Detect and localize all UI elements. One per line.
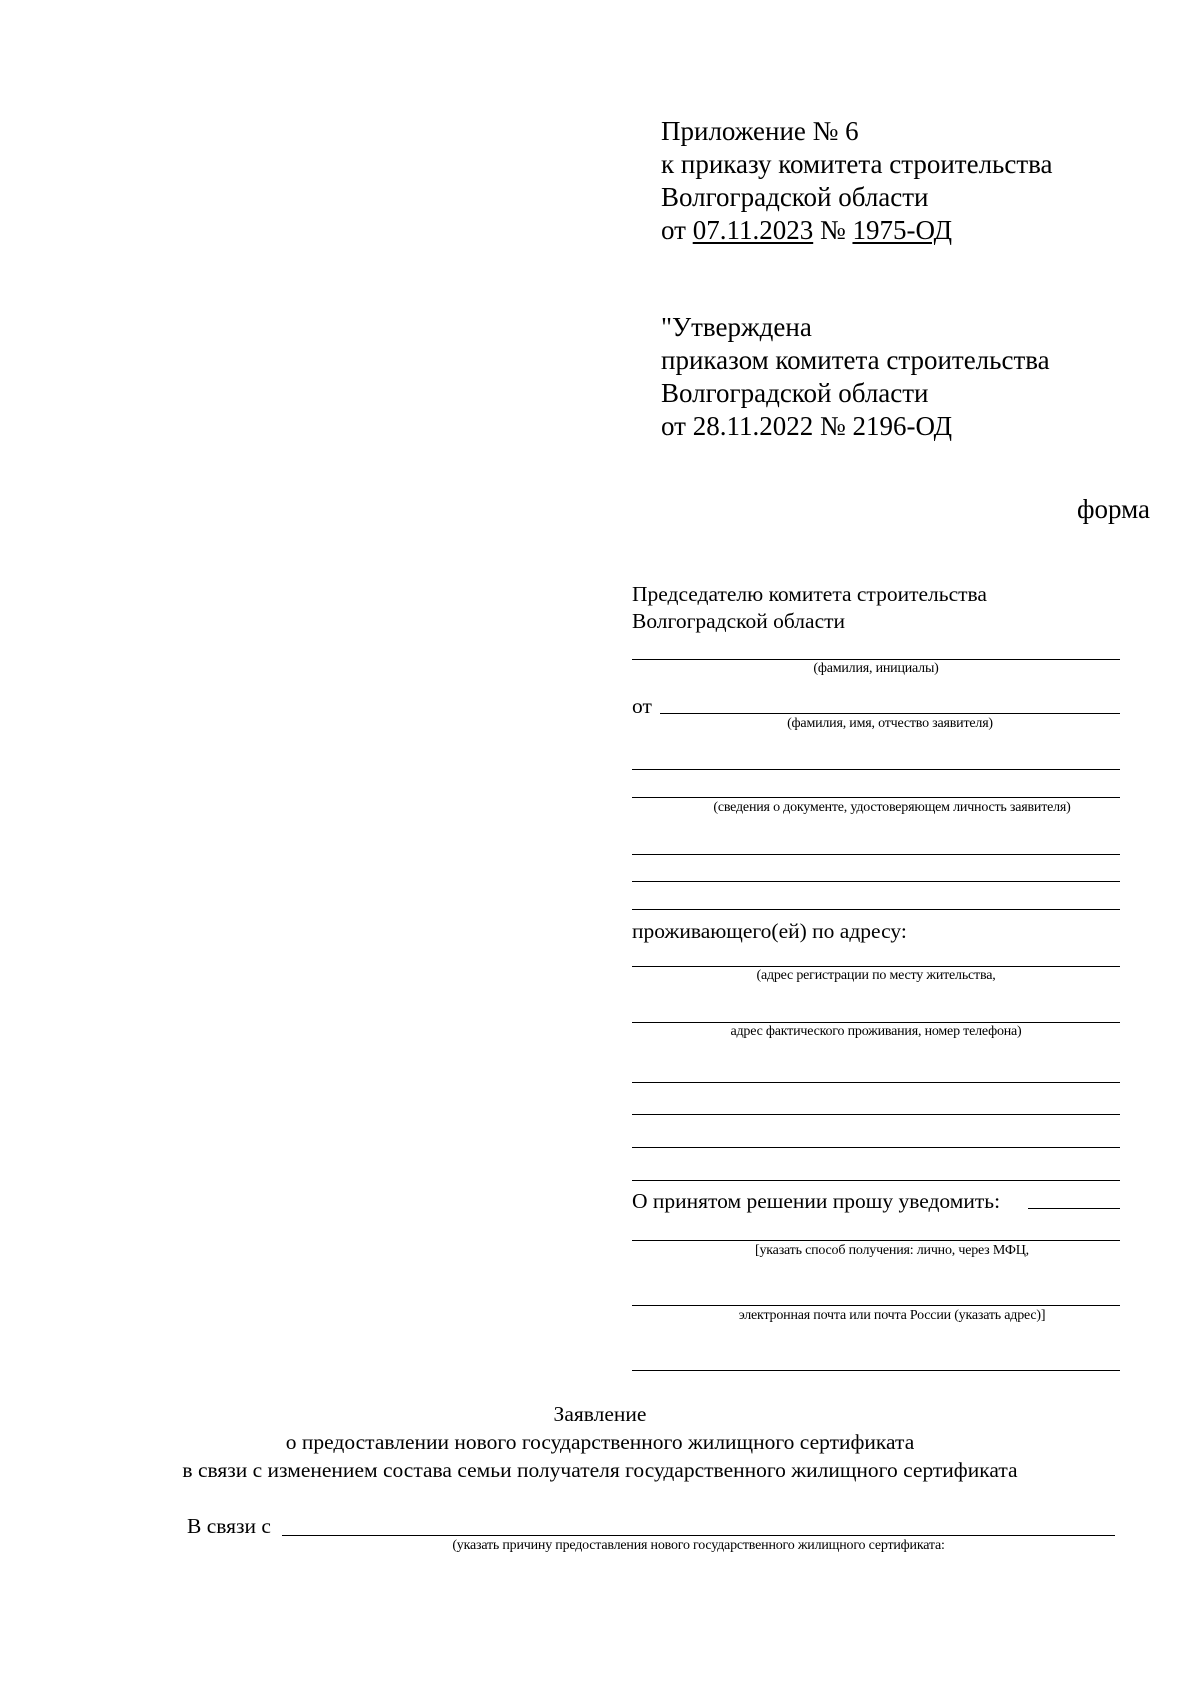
caption-notify-1: [указать способ получения: лично, через МФЦ, — [755, 1243, 1029, 1258]
from-label: от — [632, 694, 652, 718]
appendix-number-sign: № — [813, 215, 853, 245]
document-line-3[interactable] — [632, 854, 1120, 855]
appendix-order-number: 1975-ОД — [852, 215, 953, 245]
reason-label: В связи с — [187, 1514, 271, 1538]
addressee-line-1: Председателю комитета строительства — [632, 582, 987, 606]
document-line-4[interactable] — [632, 881, 1120, 882]
address-line-1[interactable] — [632, 966, 1120, 967]
document-line-5[interactable] — [632, 909, 1120, 910]
caption-chairman-name: (фамилия, инициалы) — [813, 661, 939, 676]
addressee-line-2: Волгоградской области — [632, 609, 846, 633]
residence-label: проживающего(ей) по адресу: — [632, 919, 907, 943]
address-line-5[interactable] — [632, 1147, 1120, 1148]
notify-line-3[interactable] — [632, 1370, 1120, 1371]
notify-inline-line[interactable] — [1028, 1208, 1120, 1209]
address-line-3[interactable] — [632, 1082, 1120, 1083]
notify-label: О принятом решении прошу уведомить: — [632, 1189, 1001, 1213]
notify-line-1[interactable] — [632, 1240, 1120, 1241]
address-line-4[interactable] — [632, 1114, 1120, 1115]
notify-line-2[interactable] — [632, 1305, 1120, 1306]
caption-applicant-name: (фамилия, имя, отчество заявителя) — [787, 716, 993, 731]
appendix-order-date: 07.11.2023 — [692, 215, 814, 245]
approved-line-4: от 28.11.2022 № 2196-ОД — [661, 411, 953, 441]
address-line-6[interactable] — [632, 1180, 1120, 1181]
approved-line-1: "Утверждена — [661, 312, 812, 342]
caption-document: (сведения о документе, удостоверяющем личность заявителя) — [713, 800, 1071, 815]
approved-line-2: приказом комитета строительства — [661, 345, 1050, 375]
statement-title: Заявление — [553, 1402, 647, 1426]
reason-line[interactable] — [282, 1535, 1115, 1536]
appendix-line-3: Волгоградской области — [661, 182, 929, 212]
document-line-2[interactable] — [632, 797, 1120, 798]
appendix-date-prefix: от — [661, 215, 693, 245]
caption-address-1: (адрес регистрации по месту жительства, — [756, 968, 996, 983]
appendix-line-2: к приказу комитета строительства — [661, 149, 1053, 179]
caption-notify-2: электронная почта или почта России (указать адрес)] — [738, 1308, 1046, 1323]
statement-subtitle-2: в связи с изменением состава семьи получателя государственного жилищного сертификата — [182, 1458, 1018, 1482]
form-label: форма — [1077, 494, 1150, 524]
caption-address-2: адрес фактического проживания, номер телефона) — [730, 1024, 1022, 1039]
applicant-name-line[interactable] — [660, 713, 1120, 714]
statement-subtitle-1: о предоставлении нового государственного жилищного сертификата — [285, 1430, 915, 1454]
approved-line-3: Волгоградской области — [661, 378, 929, 408]
document-line-1[interactable] — [632, 769, 1120, 770]
appendix-line-1: Приложение № 6 — [661, 116, 859, 146]
caption-reason: (указать причину предоставления нового государственного жилищного сертификата: — [452, 1538, 945, 1553]
chairman-name-line[interactable] — [632, 659, 1120, 660]
address-line-2[interactable] — [632, 1022, 1120, 1023]
appendix-order-line — [661, 214, 952, 246]
